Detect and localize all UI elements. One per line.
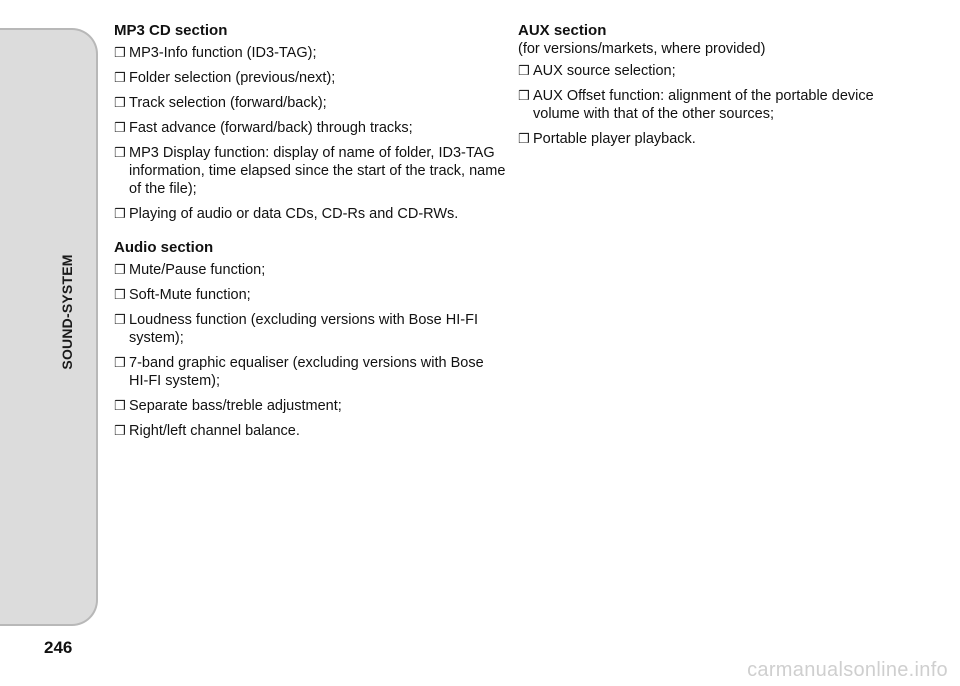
list-item (114, 44, 506, 62)
list-item (518, 62, 898, 80)
list-item-text: MP3-Info function (ID3-TAG); (129, 45, 317, 61)
audio-section (114, 239, 506, 440)
list-item-text: MP3 Display function: display of name of folder, ID3-TAG information, time elapsed since the start of the track, name of the file); (129, 145, 506, 197)
list-item-text: Folder selection (previous/next); (129, 70, 336, 86)
checkbox-bullet-icon: ❒ (114, 45, 126, 60)
list-item (114, 94, 506, 112)
aux-list (518, 62, 898, 148)
checkbox-bullet-icon: ❒ (518, 131, 530, 146)
left-column (114, 22, 506, 456)
checkbox-bullet-icon: ❒ (114, 398, 126, 413)
mp3-cd-heading: MP3 CD section (114, 22, 228, 39)
checkbox-bullet-icon: ❒ (114, 206, 126, 221)
list-item (114, 261, 506, 279)
checkbox-bullet-icon: ❒ (518, 63, 530, 78)
list-item (114, 311, 506, 347)
checkbox-bullet-icon: ❒ (114, 95, 126, 110)
audio-list (114, 261, 506, 440)
page-number: 246 (44, 638, 73, 657)
list-item-text: Mute/Pause function; (129, 262, 266, 278)
mp3-cd-list (114, 44, 506, 223)
list-item-text: AUX Offset function: alignment of the portable device volume with that of the other sources; (533, 88, 874, 122)
checkbox-bullet-icon: ❒ (114, 70, 126, 85)
list-item (114, 397, 506, 415)
list-item-text: Track selection (forward/back); (129, 95, 327, 111)
list-item-text: Playing of audio or data CDs, CD-Rs and CD-RWs. (129, 206, 459, 222)
list-item (114, 119, 506, 137)
audio-heading: Audio section (114, 239, 214, 256)
checkbox-bullet-icon: ❒ (114, 423, 126, 438)
list-item (114, 144, 506, 198)
list-item (114, 286, 506, 304)
aux-heading: AUX section (518, 22, 607, 39)
mp3-cd-section (114, 22, 506, 223)
list-item-text: Separate bass/treble adjustment; (129, 398, 342, 414)
list-item (114, 69, 506, 87)
checkbox-bullet-icon: ❒ (114, 262, 126, 277)
list-item-text: 7-band graphic equaliser (excluding versions with Bose HI-FI system); (129, 355, 484, 389)
checkbox-bullet-icon: ❒ (114, 287, 126, 302)
list-item-text: Soft-Mute function; (129, 287, 251, 303)
list-item-text: Right/left channel balance. (129, 423, 300, 439)
side-tab (0, 28, 98, 626)
checkbox-bullet-icon: ❒ (518, 88, 530, 103)
list-item-text: Fast advance (forward/back) through tracks; (129, 120, 413, 136)
list-item (518, 87, 898, 123)
list-item (518, 130, 898, 148)
checkbox-bullet-icon: ❒ (114, 355, 126, 370)
right-column (518, 22, 898, 164)
checkbox-bullet-icon: ❒ (114, 145, 126, 160)
checkbox-bullet-icon: ❒ (114, 312, 126, 327)
list-item (114, 205, 506, 223)
section-label: SOUND-SYSTEM (59, 254, 75, 370)
checkbox-bullet-icon: ❒ (114, 120, 126, 135)
watermark: carmanualsonline.info (747, 659, 948, 681)
list-item-text: AUX source selection; (533, 63, 676, 79)
aux-section (518, 22, 898, 148)
list-item (114, 354, 506, 390)
list-item-text: Portable player playback. (533, 131, 696, 147)
list-item (114, 422, 506, 440)
list-item-text: Loudness function (excluding versions with Bose HI-FI system); (129, 312, 478, 346)
aux-availability-note: (for versions/markets, where provided) (518, 41, 766, 57)
